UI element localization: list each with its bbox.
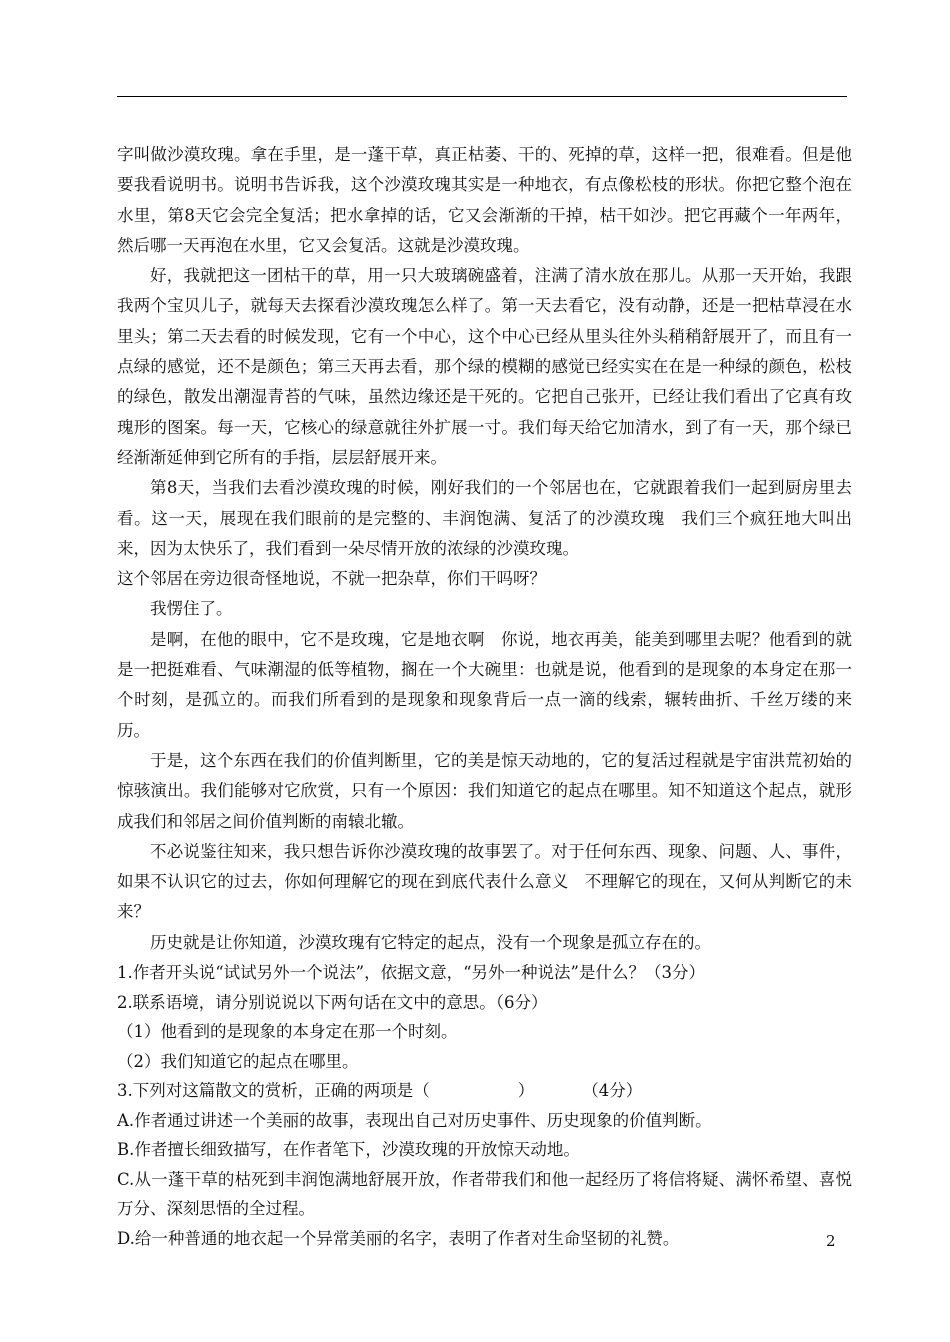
- paragraph-3-part-a: 第8天，当我们去看沙漠玫瑰的时候，刚好我们的一个邻居也在，它就跟着我们一起到厨房里去看。这一天，展现在我们眼前的是完整的、丰润饱满、复活了的沙漠玫瑰: [117, 478, 852, 528]
- paragraph-9: 历史就是让你知道，沙漠玫瑰有它特定的起点，没有一个现象是孤立存在的。: [150, 932, 711, 952]
- paragraph-2: 好，我就把这一团枯干的草，用一只大玻璃碗盛着，注满了清水放在那儿。从那一天开始，我跟我两个宝贝儿子，就每天去探看沙漠玫瑰怎么样了。第一天去看它，没有动静，还是一把枯草浸在水里头；第二天去看的时候发现，它有一个中心，这个中心已经从里头往外头稍稍舒展开了，而且有一点绿的感觉，还不是颜色；第三天再去看，那个绿的模糊的感觉已经实实在在是一种绿的颜色，松枝的绿色，散发出潮湿青苔的气味，虽然边缘还是干死的。它把自己张开，已经让我们看出了它真有玫瑰形的图案。每一天，它核心的绿意就往外扩展一寸。我们每天给它加清水，到了有一天，那个绿已经渐渐延伸到它所有的手指，层层舒展开来。: [117, 266, 852, 467]
- paragraph-1: 字叫做沙漠玫瑰。拿在手里，是一蓬干草，真正枯萎、干的、死掉的草，这样一把，很难看。但是他要我看说明书。说明书告诉我，这个沙漠玫瑰其实是一种地衣，有点像松枝的形状。你把它整个泡在水里，第8天它会完全复活；把水拿掉的话，它又会渐渐的干掉，枯干如沙。把它再藏个一年两年，然后哪一天再泡在水里，它又会复活。这就是沙漠玫瑰。: [117, 145, 852, 255]
- paragraph-4: 这个邻居在旁边很奇怪地说，不就一把杂草，你们干吗呀？: [117, 569, 546, 589]
- paragraph-8-part-b: 不理解它的现在，又何从判断它的未来？: [117, 872, 853, 922]
- option-b: B.作者擅长细致描写，在作者笔下，沙漠玫瑰的开放惊天动地。: [117, 1140, 580, 1160]
- question-3-score: （4分）: [582, 1081, 643, 1101]
- paragraph-6-part-b: 你说，地衣再美，能美到哪里去呢？他看到的就是一把挺难看、气味潮湿的低等植物，搁在一个大碗里：也就是说，他看到的是现象的本身定在那一个时刻，是孤立的。而我们所看到的是现象和现象背后一点一滴的线索，辗转曲折、千丝万缕的来历。: [117, 629, 853, 740]
- paragraph-7: 于是，这个东西在我们的价值判断里，它的美是惊天动地的，它的复活过程就是宇宙洪荒初始的惊骇演出。我们能够对它欣赏，只有一个原因：我们知道它的起点在哪里。知不知道这个起点，就形成我们和邻居之间价值判断的南辕北辙。: [117, 750, 852, 831]
- paragraph-5: 我愣住了。: [150, 599, 233, 619]
- paragraph-6: [117, 625, 852, 746]
- option-c: C.从一蓬干草的枯死到丰润饱满地舒展开放，作者带我们和他一起经历了将信将疑、满怀希望、喜悦万分、深刻思悟的全过程。: [117, 1169, 852, 1219]
- question-3: [117, 1076, 852, 1106]
- question-2-item-2: （2）我们知道它的起点在哪里。: [117, 1051, 359, 1071]
- question-2: 2.联系语境，请分别说说以下两句话在文中的意思。（6分）: [117, 992, 548, 1012]
- question-3-stem: 3.下列对这篇散文的赏析，正确的两项是（: [117, 1081, 430, 1101]
- paragraph-8: [117, 837, 852, 928]
- question-2-item-1: （1）他看到的是现象的本身定在那一个时刻。: [117, 1022, 458, 1042]
- paragraph-6-part-a: 是啊，在他的眼中，它不是玫瑰，它是地衣啊: [150, 629, 485, 649]
- document-body: [117, 140, 852, 1253]
- paragraph-3-part-b: 我们三个疯狂地大叫出来，因为太快乐了，我们看到一朵尽情开放的浓绿的沙漠玫瑰。: [117, 508, 853, 558]
- paragraph-3: [117, 473, 852, 564]
- option-a: A.作者通过讲述一个美丽的故事，表现出自己对历史事件、历史现象的价值判断。: [117, 1110, 712, 1130]
- page-number: 2: [826, 1232, 836, 1250]
- option-d: D.给一种普通的地衣起一个异常美丽的名字，表明了作者对生命坚韧的礼赞。: [117, 1228, 680, 1248]
- question-3-close: ）: [517, 1081, 535, 1101]
- paragraph-8-part-a: 不必说鉴往知来，我只想告诉你沙漠玫瑰的故事罢了。对于任何东西、现象、问题、人、事件，如果不认识它的过去，你如何理解它的现在到底代表什么意义: [117, 841, 852, 892]
- question-1: 1.作者开头说“试试另外一个说法”，依据文意，“另外一种说法”是什么？（3分）: [117, 963, 705, 983]
- header-rule: [117, 96, 847, 97]
